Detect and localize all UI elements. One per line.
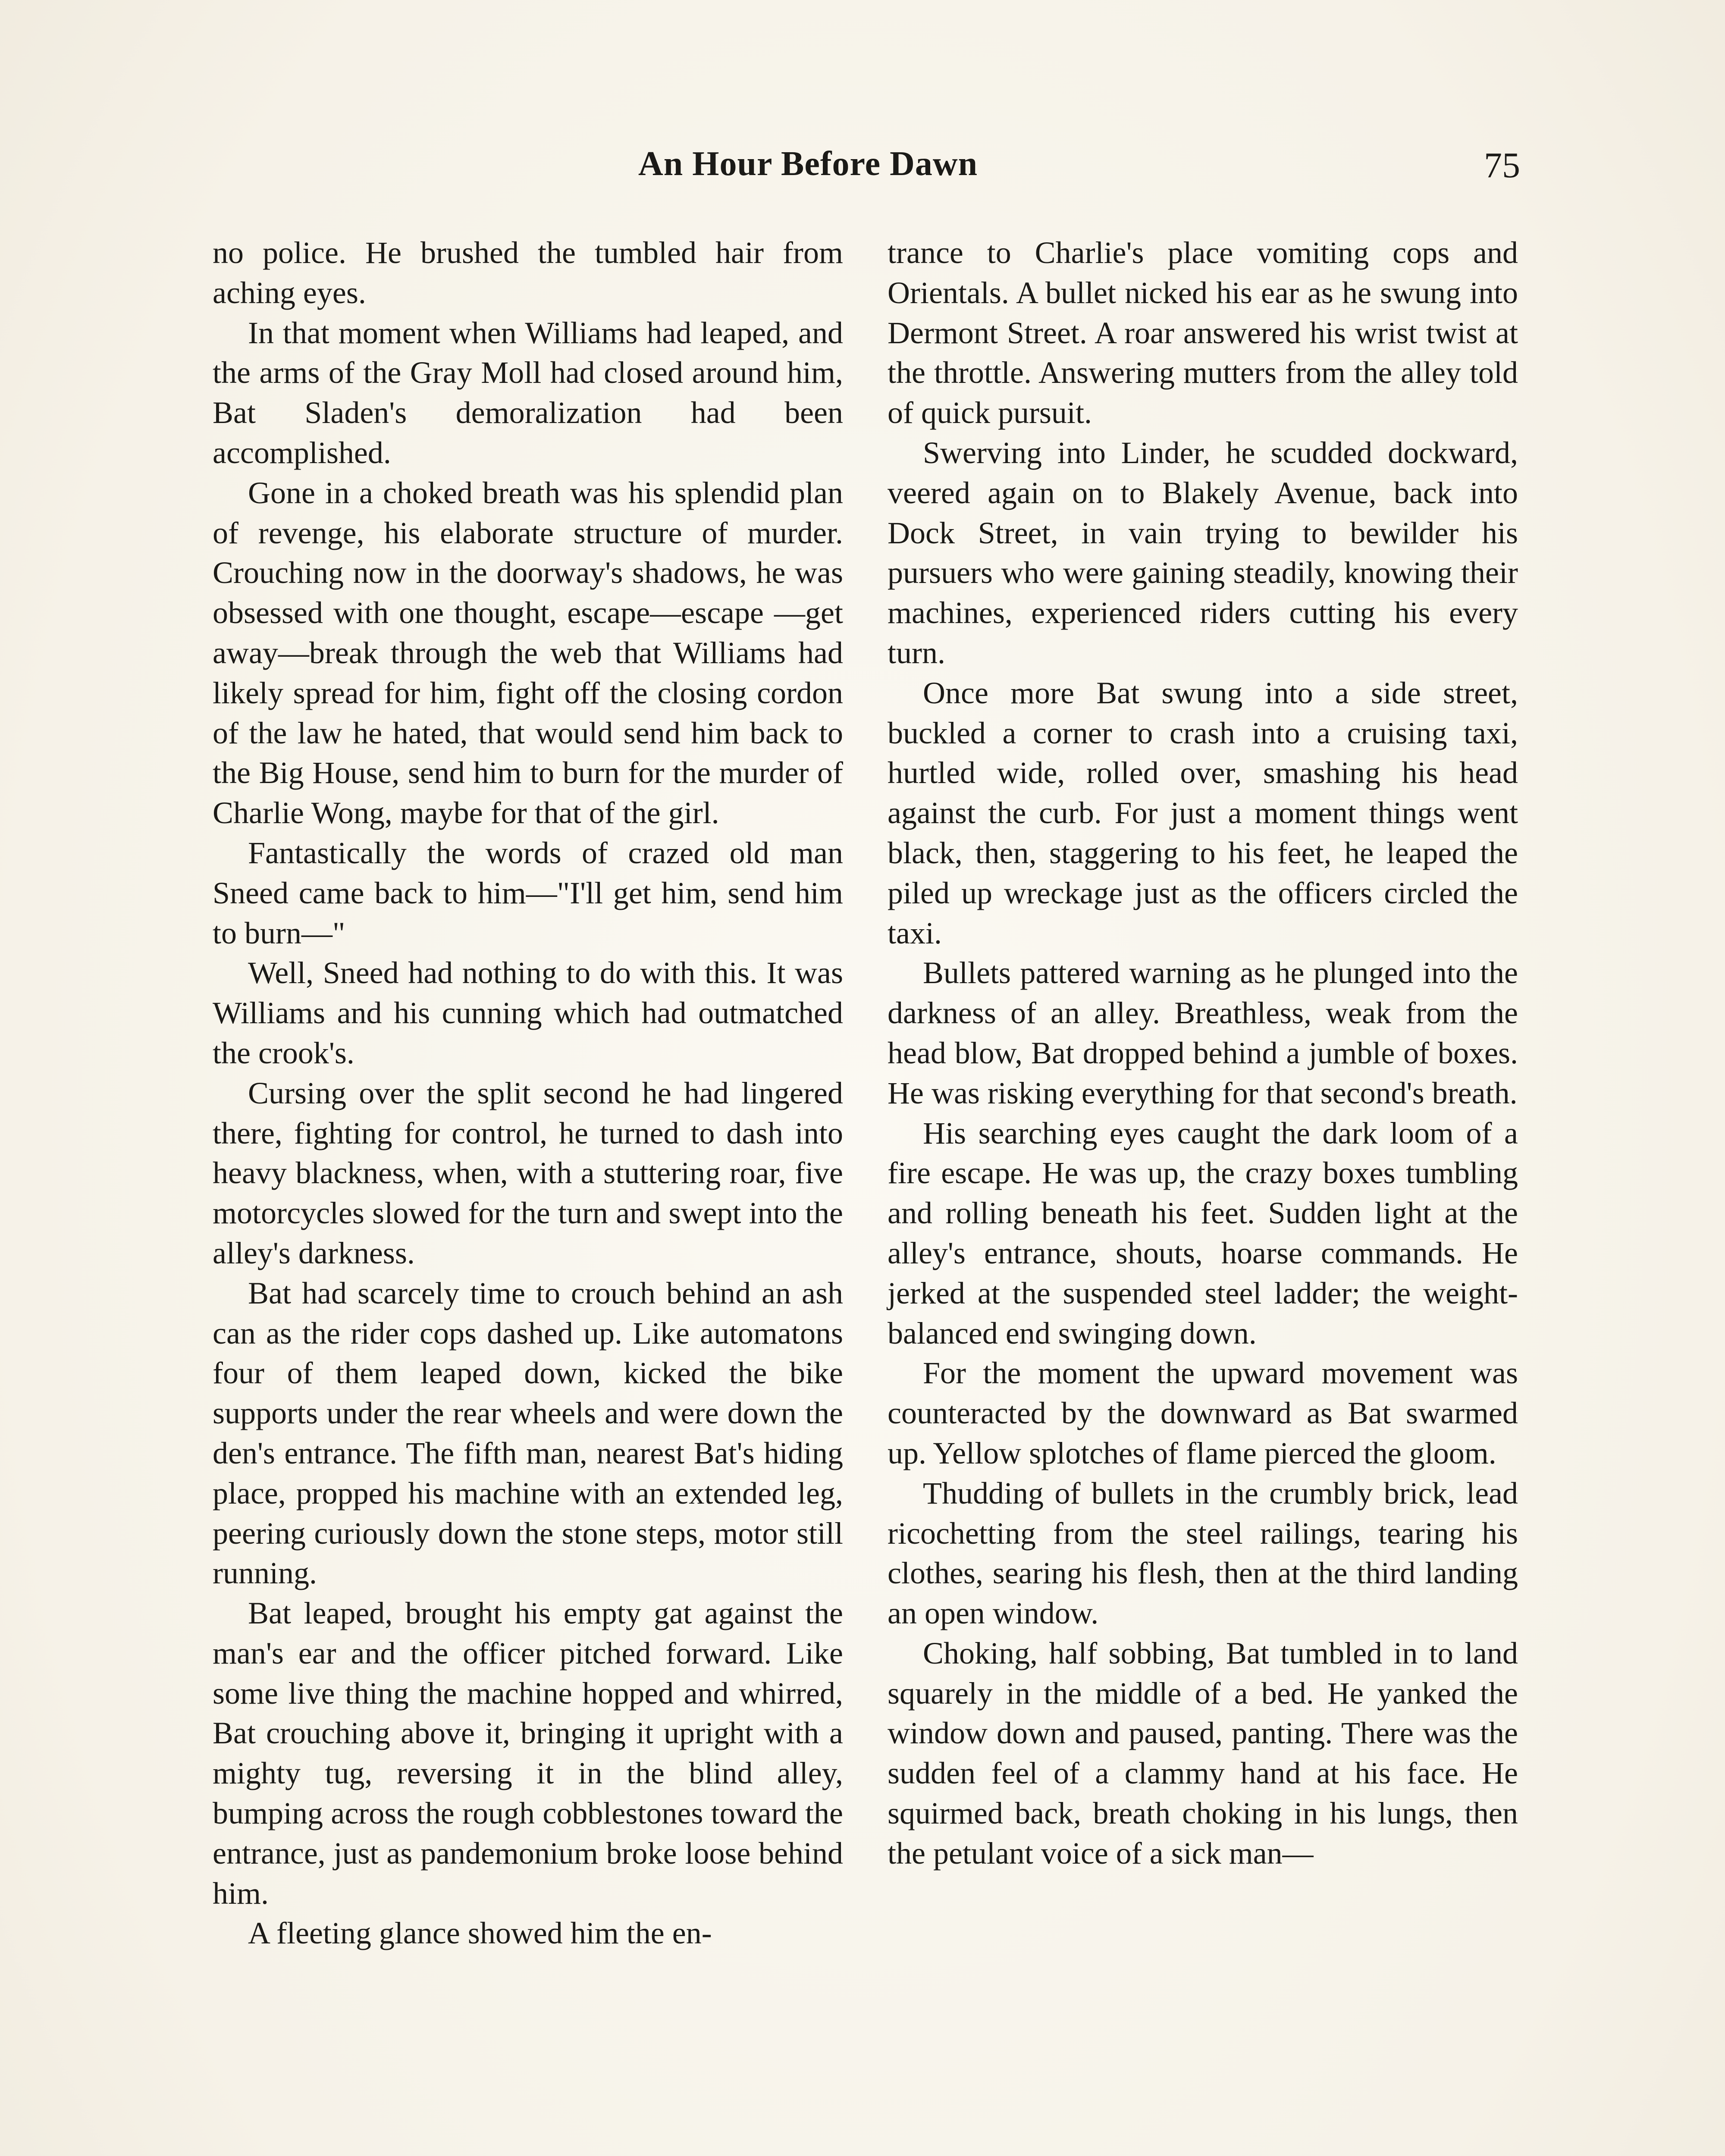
paragraph: Fantastically the words of crazed old man Sneed came back to him—"I'll get him, send him to burn—": [213, 835, 843, 950]
paragraph: no police. He brushed the tumbled hair from aching eyes.: [213, 235, 843, 310]
paragraph: Thudding of bullets in the crumbly brick, lead ricochetting from the steel railings, tearing his clothes, searing his flesh, then at the third landing an open window.: [888, 1476, 1518, 1631]
paragraph: Well, Sneed had nothing to do with this. It was Williams and his cunning which had outmatched the crook's.: [213, 956, 843, 1070]
paragraph: His searching eyes caught the dark loom of a fire escape. He was up, the crazy boxes tumbling and rolling beneath his feet. Sudden light at the alley's entrance, shouts, hoarse commands. He jerked at the suspended steel ladder; the weight-balanced end swinging down.: [888, 1116, 1518, 1351]
right-text-column: [888, 233, 1518, 1874]
paragraph: Once more Bat swung into a side street, buckled a corner to crash into a cruising taxi, hurtled wide, rolled over, smashing his head against the curb. For just a moment things went black, then, staggering to his feet, he leaped the piled up wreckage just as the officers circled the taxi.: [888, 675, 1518, 950]
paragraph: Bullets pattered warning as he plunged into the darkness of an alley. Breathless, weak from the head blow, Bat dropped behind a jumble of boxes. He was risking everything for that second's breath.: [888, 956, 1518, 1110]
paragraph: A fleeting glance showed him the en-: [248, 1916, 712, 1951]
paragraph: Swerving into Linder, he scudded dockward, veered again on to Blakely Avenue, back into Dock Street, in vain trying to bewilder his pursuers who were gaining steadily, knowing their machines, experienced riders cutting his every turn.: [888, 435, 1518, 670]
paragraph: trance to Charlie's place vomiting cops and Orientals. A bullet nicked his ear as he swung into Dermont Street. A roar answered his wrist twist at the throttle. Answering mutters from the alley told of quick pursuit.: [888, 235, 1518, 430]
paragraph: Gone in a choked breath was his splendid plan of revenge, his elaborate structure of murder. Crouching now in the doorway's shadows, he was obsessed with one thought, escape—escape —get away—break through the web that Williams had likely spread for him, fight off the closing cordon of the law he hated, that would send him back to the Big House, send him to burn for the murder of Charlie Wong, maybe for that of the girl.: [213, 475, 843, 830]
paragraph: Bat leaped, brought his empty gat against the man's ear and the officer pitched forward. Like some live thing the machine hopped and whirred, Bat crouching above it, bringing it upright with a mighty tug, reversing it in the blind alley, bumping across the rough cobblestones toward the entrance, just as pandemonium broke loose behind him.: [213, 1596, 843, 1911]
running-title: An Hour Before Dawn: [638, 145, 978, 183]
paragraph: Cursing over the split second he had lingered there, fighting for control, he turned to dash into heavy blackness, when, with a stuttering roar, five motorcycles slowed for the turn and swept into the alley's darkness.: [213, 1075, 843, 1270]
paragraph: Bat had scarcely time to crouch behind an ash can as the rider cops dashed up. Like automatons four of them leaped down, kicked the bike supports under the rear wheels and were down the den's entrance. The fifth man, nearest Bat's hiding place, propped his machine with an extended leg, peering curiously down the stone steps, motor still running.: [213, 1275, 843, 1591]
paragraph: Choking, half sobbing, Bat tumbled in to land squarely in the middle of a bed. He yanked the window down and paused, panting. There was the sudden feel of a clammy hand at his face. He squirmed back, breath choking in his lungs, then the petulant voice of a sick man—: [888, 1636, 1518, 1871]
paragraph: In that moment when Williams had leaped, and the arms of the Gray Moll had closed around him, Bat Sladen's demoralization had been accomplished.: [213, 315, 843, 470]
paragraph: For the moment the upward movement was counteracted by the downward as Bat swarmed up. Yellow splotches of flame pierced the gloom.: [888, 1356, 1518, 1470]
left-text-column: [213, 233, 843, 1953]
page-header: [0, 144, 1725, 201]
page-number: 75: [1484, 145, 1520, 185]
